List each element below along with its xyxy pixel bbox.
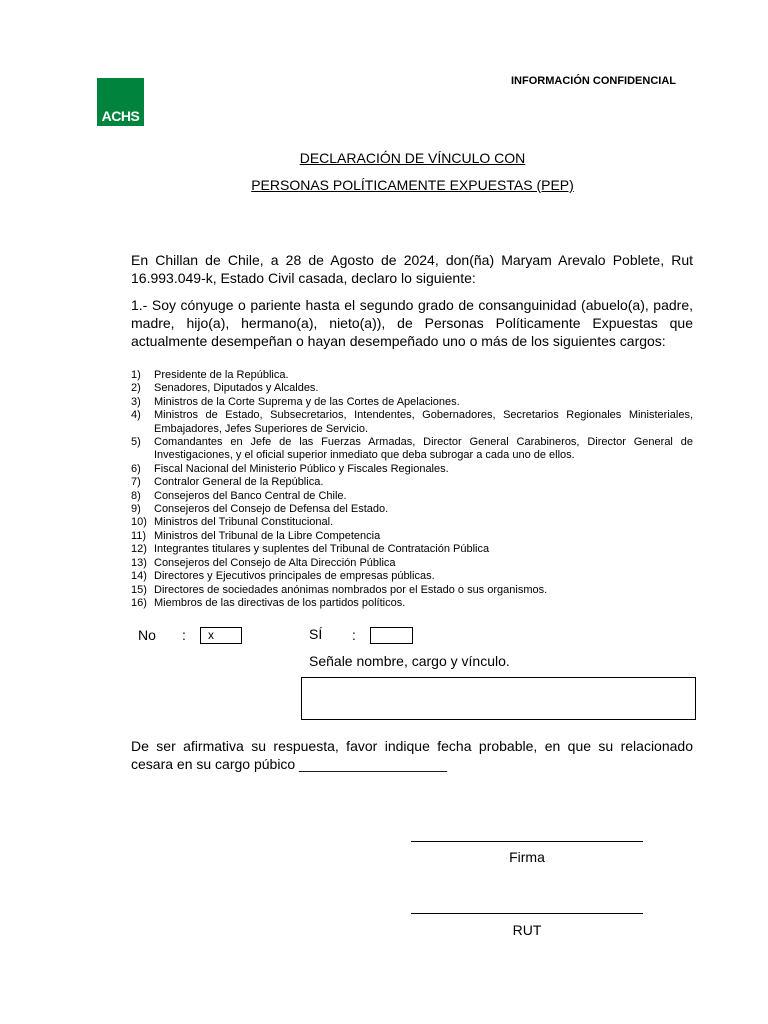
list-item-number: 2) [131, 382, 141, 395]
list-item [131, 396, 693, 409]
list-item-text: Integrantes titulares y suplentes del Tribunal de Contratación Pública [154, 543, 490, 556]
list-item [131, 476, 693, 489]
list-item [131, 597, 693, 610]
list-item-text: Senadores, Diputados y Alcaldes. [154, 382, 319, 395]
logo-text: ACHS [101, 108, 140, 124]
list-item-number: 4) [131, 409, 141, 422]
list-item-text: Ministros del Tribunal Constitucional. [154, 516, 334, 529]
list-item-text: Ministros de Estado, Subsecretarios, Intendentes, Gobernadores, Secretarios Regionales Ministeriales, Embajadores, Jefes Superiores de Servicio. [154, 409, 693, 435]
statement-paragraph: 1.- Soy cónyuge o pariente hasta el segundo grado de consanguinidad (abuelo(a), padre, madre, hijo(a), hermano(a), nieto(a)), de Personas Políticamente Expuestas que actualmente desempeñan o hayan desempeñado uno o más de los siguientes cargos: [131, 297, 693, 349]
details-label: Señale nombre, cargo y vínculo. [309, 653, 510, 669]
list-item [131, 570, 693, 583]
list-item-text: Fiscal Nacional del Ministerio Público y Fiscales Regionales. [154, 462, 449, 475]
list-item-text: Ministros del Tribunal de la Libre Competencia [154, 529, 381, 542]
firma-signature-line [411, 841, 643, 842]
list-item-number: 1) [131, 369, 141, 381]
rut-label: RUT [512, 922, 542, 938]
list-item-number: 6) [131, 462, 141, 475]
si-label: SÍ [309, 626, 323, 642]
list-item [131, 516, 693, 529]
list-item-number: 9) [131, 503, 141, 516]
list-item [131, 409, 693, 436]
no-colon: : [182, 627, 186, 643]
list-item [131, 369, 693, 382]
list-item-number: 8) [131, 489, 141, 502]
document-title-line2: PERSONAS POLÍTICAMENTE EXPUESTAS (PEP) [251, 177, 574, 193]
list-item-text: Presidente de la República. [154, 369, 289, 381]
list-item [131, 382, 693, 395]
list-item [131, 543, 693, 556]
list-item-text: Consejeros del Consejo de Defensa del Estado. [154, 503, 389, 516]
list-item-number: 15) [131, 583, 147, 596]
list-item-text: Ministros de la Corte Suprema y de las Cortes de Apelaciones. [154, 395, 460, 408]
document-title-line1: DECLARACIÓN DE VÍNCULO CON [299, 150, 526, 166]
rut-signature-line [411, 913, 643, 914]
list-item [131, 557, 693, 570]
list-item-number: 7) [131, 476, 141, 489]
firma-label: Firma [509, 849, 545, 865]
list-item-text: Directores y Ejecutivos principales de empresas públicas. [154, 570, 435, 583]
list-item-text: Comandantes en Jefe de las Fuerzas Armadas, Director General Carabineros, Director General de Investigaciones, y el oficial superior inmediato que deba subrogar a cada uno de ellos. [154, 436, 693, 462]
list-item-number: 13) [131, 556, 147, 569]
list-item-number: 3) [131, 395, 141, 408]
list-item [131, 530, 693, 543]
achs-logo [97, 78, 144, 126]
list-item-text: Miembros de las directivas de los partidos políticos. [154, 596, 406, 609]
intro-paragraph: En Chillan de Chile, a 28 de Agosto de 2024, don(ña) Maryam Arevalo Poblete, Rut 16.993.049-k, Estado Civil casada, declaro lo siguiente: [131, 252, 693, 286]
list-item [131, 503, 693, 516]
list-item [131, 490, 693, 503]
list-item-text: Contralor General de la República. [154, 476, 324, 489]
followup-paragraph: De ser afirmativa su respuesta, favor indique fecha probable, en que su relacionado cesara en su cargo púbico ___________________ [131, 738, 693, 772]
list-item-number: 12) [131, 543, 147, 556]
confidential-label: INFORMACIÓN CONFIDENCIAL [511, 75, 676, 87]
list-item-number: 5) [131, 436, 141, 449]
positions-list [131, 369, 693, 610]
si-checkbox[interactable] [370, 627, 413, 644]
list-item-text: Directores de sociedades anónimas nombrados por el Estado o sus organismos. [154, 583, 548, 596]
list-item-text: Consejeros del Consejo de Alta Dirección Pública [154, 556, 396, 569]
list-item-number: 11) [131, 529, 147, 542]
details-field[interactable] [301, 677, 696, 720]
list-item [131, 463, 693, 476]
no-label: No [138, 627, 156, 643]
list-item [131, 436, 693, 463]
si-colon: : [352, 627, 356, 643]
list-item-text: Consejeros del Banco Central de Chile. [154, 489, 347, 502]
list-item-number: 10) [131, 516, 147, 529]
no-checkbox[interactable]: x [200, 627, 242, 644]
list-item-number: 14) [131, 570, 147, 583]
list-item [131, 584, 693, 597]
list-item-number: 16) [131, 596, 147, 609]
